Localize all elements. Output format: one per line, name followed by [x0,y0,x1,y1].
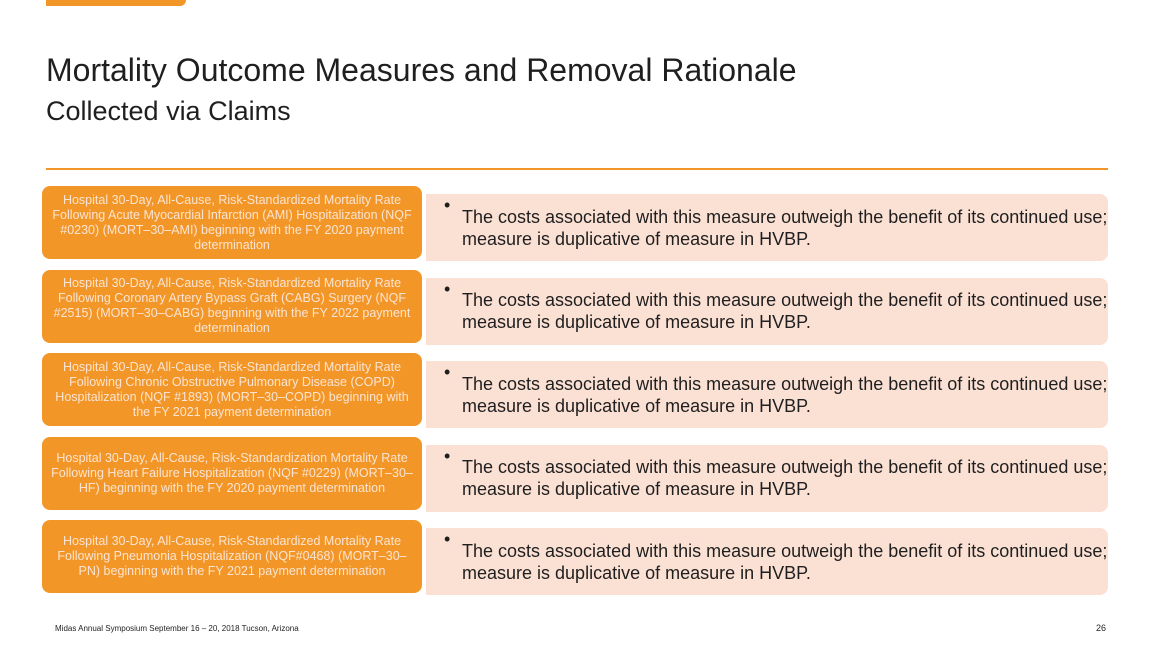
bullet-icon: • [444,445,451,466]
measures-list [42,186,1108,604]
rationale-box [426,361,1108,428]
rationale-text: The costs associated with this measure outweigh the benefit of its continued use; measure is duplicative of measure in HVBP. [462,290,1108,332]
rationale-text: The costs associated with this measure outweigh the benefit of its continued use; measure is duplicative of measure in HVBP. [462,540,1108,583]
bullet-icon: • [444,195,451,215]
measure-label: Hospital 30-Day, All-Cause, Risk-Standardized Mortality Rate Following Acute Myocardial Infarction (AMI) Hospitalization (NQF #0230) (MORT–30–AMI) beginning with the FY 2020 payment determination [42,186,422,259]
rationale-box [426,445,1108,512]
rationale-text: The costs associated with this measure outweigh the benefit of its continued use; measure is duplicative of measure in HVBP. [462,373,1108,416]
slide-subtitle: Collected via Claims [46,96,291,126]
header-accent-tab [46,0,186,6]
rationale-text: The costs associated with this measure outweigh the benefit of its continued use; measure is duplicative of measure in HVBP. [462,457,1108,499]
bullet-icon: • [444,278,451,299]
slide-title: Mortality Outcome Measures and Removal Rationale [46,52,797,88]
measure-row [42,520,1108,593]
measure-row [42,186,1108,259]
rationale-box [426,528,1108,595]
measure-label: Hospital 30-Day, All-Cause, Risk-Standardized Mortality Rate Following Coronary Artery Bypass Graft (CABG) Surgery (NQF #2515) (MORT–30–CABG) beginning with the FY 2022 payment determination [42,270,422,343]
title-divider [46,168,1108,170]
footer-text: Midas Annual Symposium September 16 – 20, 2018 Tucson, Arizona [55,624,299,633]
measure-row [42,270,1108,343]
bullet-icon: • [444,362,451,382]
measure-row [42,353,1108,426]
measure-label: Hospital 30-Day, All-Cause, Risk-Standardization Mortality Rate Following Heart Failure Hospitalization (NQF #0229) (MORT–30–HF) beginning with the FY 2020 payment determination [42,437,422,510]
rationale-box [426,278,1108,345]
rationale-text: The costs associated with this measure outweigh the benefit of its continued use; measure is duplicative of measure in HVBP. [462,206,1108,249]
bullet-icon: • [444,529,451,549]
rationale-box [426,194,1108,261]
measure-label: Hospital 30-Day, All-Cause, Risk-Standardized Mortality Rate Following Pneumonia Hospitalization (NQF#0468) (MORT–30–PN) beginning with the FY 2021 payment determination [42,520,422,593]
page-number: 26 [1095,623,1106,633]
measure-row [42,437,1108,510]
measure-label: Hospital 30-Day, All-Cause, Risk-Standardized Mortality Rate Following Chronic Obstructive Pulmonary Disease (COPD) Hospitalization (NQF #1893) (MORT–30–COPD) beginning with the FY 2021 payment determination [42,353,422,426]
